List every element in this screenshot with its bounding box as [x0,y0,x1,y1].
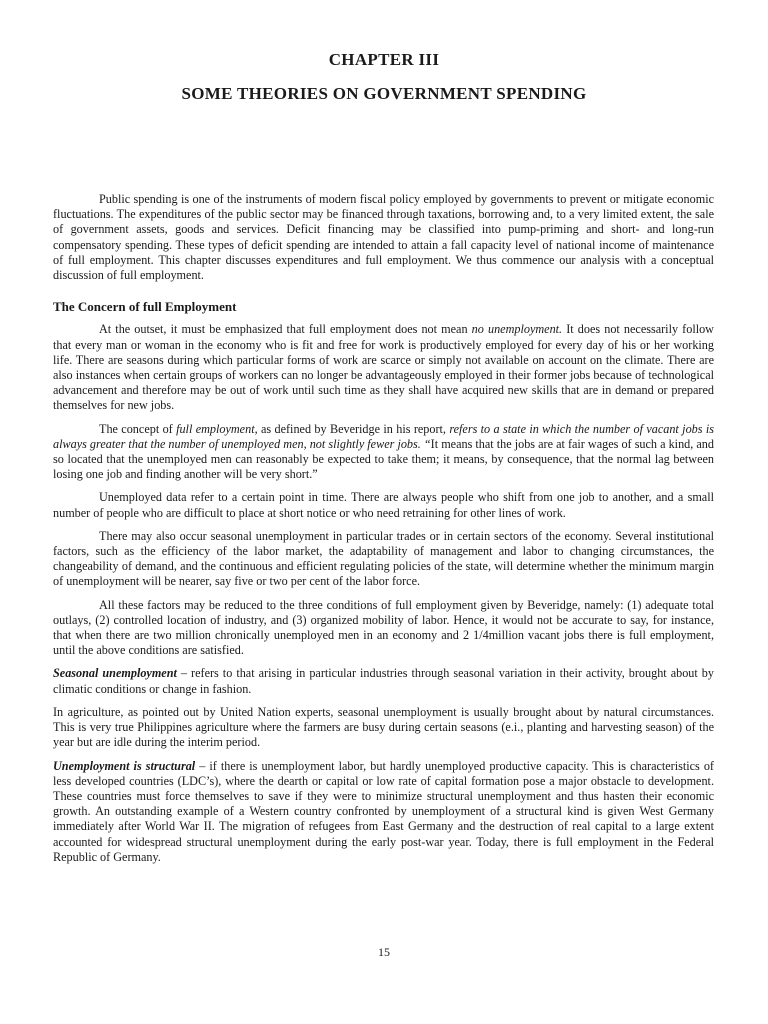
intro-paragraph: Public spending is one of the instruments of modern fiscal policy employed by governments to prevent or mitigate economic fluctuations. The expenditures of the public sector may be financed through taxations, borrowing and, to a very limited extent, the sale of government assets, goods and services. Deficit financing may be classified into pump-priming and short- and long-run compensatory spending. These types of deficit spending are intended to attain a fall capacity level of national income of maintenance of full employment. This chapter discusses expenditures and full employment. We thus commence our analysis with a conceptual discussion of full employment. [53,192,714,283]
paragraph-text: At the outset, it must be emphasized that full employment does not mean [99,322,472,337]
chapter-subtitle: SOME THEORIES ON GOVERNMENT SPENDING [181,84,587,103]
body-text [53,192,714,873]
paragraph-text: It does not necessarily follow that every man or woman in the economy who is fit and free for work is productively employed for every day of his or her working life. There are seasons during which particular forms of work are scarce or simply not available on account on the climate. There are also instances when certain groups of workers can no longer be advantageously employed in their former jobs because of technological advancement and therefore may be out of work until such time as they shall have acquired new skills that are in demand or prepared themselves for new jobs. [53,322,714,413]
emphasis-text: full employment, [176,421,258,436]
emphasis-text: no unemployment. [471,322,563,337]
chapter-title: CHAPTER III [328,50,440,69]
term-seasonal-unemployment: Seasonal unemployment [53,666,177,681]
paragraph-text: It means that the jobs are at fair wages of such a kind, and so located that the unemployed men can reasonably be expected to take them; it means, by consequence, that the normal lag between losing one job and finding another will be very short.” [53,436,714,482]
page-number: 15 [378,945,390,959]
emphasis-text: refers to a state in which the number of vacant jobs is always greater that the number of unemployed men, not slightly fewer jobs. “ [53,421,714,451]
definition-text: – if there is unemployment labor, but hardly unemployed productive capacity. This is characteristics of less developed countries (LDC’s), where the dearth or capital or low rate of capital formation pose a major obstacle to development. These countries must force themselves to save if they were to minimize structural unemployment and thus hasten their economic growth. An outstanding example of a Western country confronted by unemployment of a structural kind is given West Germany immediately after World War II. The migration of refugees from East Germany and the destruction of real capital to a large extent accounted for widespread structural unemployment during the early post-war year. Today, there is full employment in the Federal Republic of Germany. [53,758,714,864]
definition-text: – refers to that arising in particular industries through seasonal variation in their activity, brought about by climatic conditions or change in fashion. [53,666,714,696]
paragraph-structural-unemployment [53,759,714,865]
section-heading: The Concern of full Employment [53,299,237,315]
paragraph-seasonal-unemployment [53,666,714,696]
paragraph-seasonal-occurrence: There may also occur seasonal unemployment in particular trades or in certain sectors of the economy. Several institutional factors, such as the efficiency of the labor market, the adaptability of management and labor to changing circumstances, the changeability of demand, and the continuous and efficient regulating policies of the state, will determine whether the minimum margin of unemployment will be nearer, say five or two per cent of the labor force. [53,528,714,589]
paragraph-unemployed-data: Unemployed data refer to a certain point in time. There are always people who shift from one job to another, and a small number of people who are difficult to place at short notice or who need retraining for other lines of work. [53,490,714,520]
paragraph-text: as defined by Beveridge in his report, [257,421,450,436]
paragraph-beveridge-definition [53,422,714,483]
paragraph-full-employment-meaning [53,322,714,413]
paragraph-agriculture: In agriculture, as pointed out by United Nation experts, seasonal unemployment is usually brought about by natural circumstances. This is very true Philippines agriculture where the farmers are busy during certain seasons (e.i., planting and harvesting season) of the year but are idle during the interim period. [53,704,714,750]
paragraph-text: The concept of [99,421,177,436]
term-structural-unemployment: Unemployment is structural [53,758,196,773]
paragraph-three-conditions: All these factors may be reduced to the three conditions of full employment given by Beveridge, namely: (1) adequate total outlays, (2) controlled location of industry, and (3) organized mobility of labor. Hence, it would not be accurate to say, for instance, that when there are two million chronically unemployed men in an economy and 2 1/4million vacant jobs there is full employment, until the above conditions are satisfied. [53,597,714,658]
